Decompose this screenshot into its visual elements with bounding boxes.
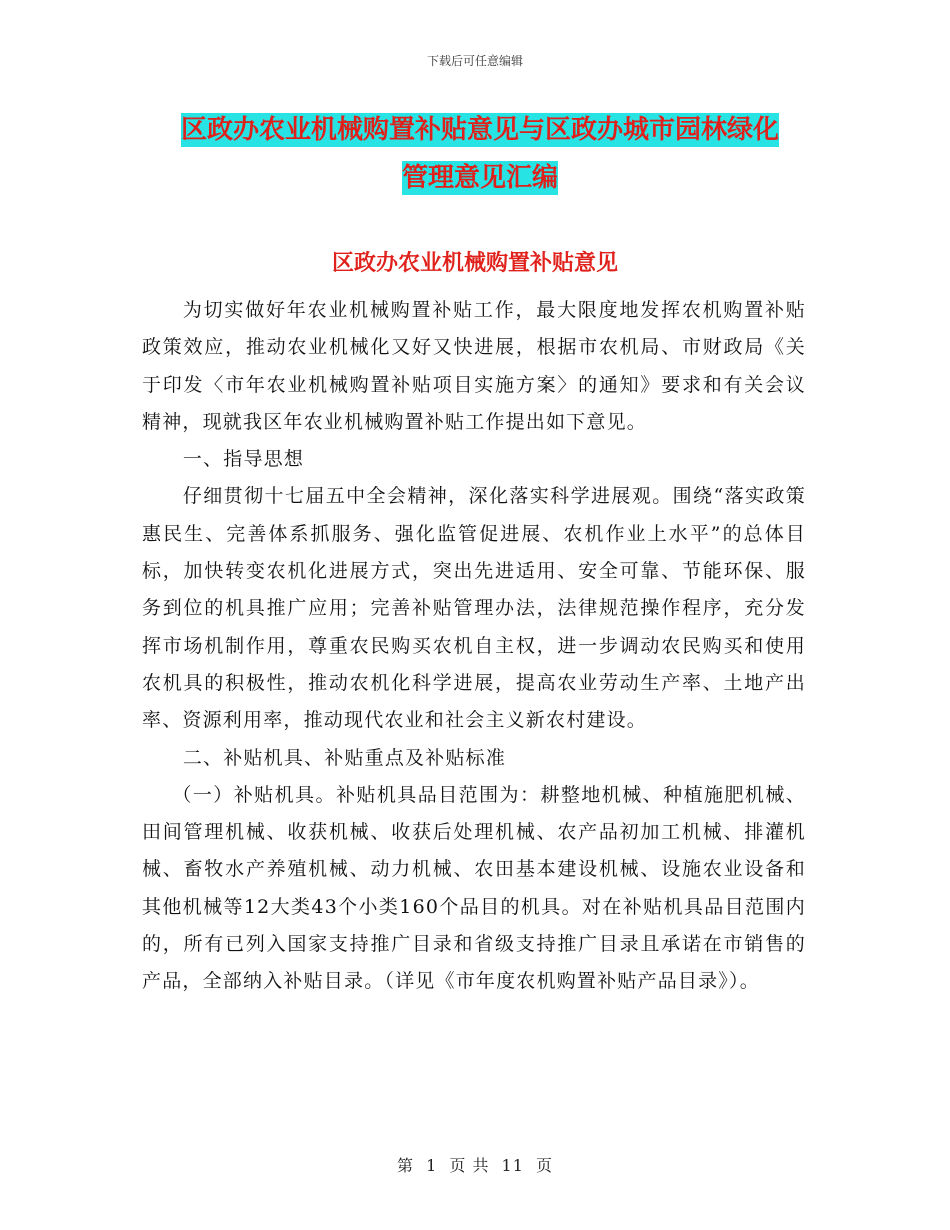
document-body (142, 292, 806, 1001)
header-note: 下载后可任意编辑 (426, 54, 523, 68)
footer-prefix: 第 (396, 1156, 414, 1175)
footer-page-number: 1 (426, 1156, 438, 1175)
footer-suffix: 页 (536, 1156, 554, 1175)
footer-total-pages: 11 (501, 1156, 524, 1175)
heading-subsidy-machinery: 二、补贴机具、补贴重点及补贴标准 (182, 746, 507, 769)
footer-mid: 页 共 (449, 1156, 490, 1175)
document-title-line-1: 区政办农业机械购置补贴意见与区政办城市园林绿化 (180, 115, 779, 145)
section-title: 区政办农业机械购置补贴意见 (331, 250, 618, 276)
page-footer (0, 1153, 950, 1176)
document-title (140, 106, 820, 202)
heading-guiding-ideology: 一、指导思想 (182, 448, 305, 471)
paragraph-guiding-ideology: 仔细贯彻十七届五中全会精神，深化落实科学进展观。围绕“落实政策惠民生、完善体系抓服务、强化监管促进展、农机作业上水平”的总体目标，加快转变农机化进展方式，突出先进适用、安全可靠、节能环保、服务到位的机具推广应用；完善补贴管理办法，法律规范操作程序，充分发挥市场机制作用，尊重农民购买农机自主权，进一步调动农民购买和使用农机具的积极性，推动农机化科学进展，提高农业劳动生产率、土地产出率、资源利用率，推动现代农业和社会主义新农村建设。 (142, 485, 806, 732)
paragraph-subsidy-machinery: （一）补贴机具。补贴机具品目范围为：耕整地机械、种植施肥机械、田间管理机械、收获机械、收获后处理机械、农产品初加工机械、排灌机械、畜牧水产养殖机械、动力机械、农田基本建设机械、设施农业设备和其他机械等12大类43个小类160个品目的机具。对在补贴机具品目范围内的，所有已列入国家支持推广目录和省级支持推广目录且承诺在市销售的产品，全部纳入补贴目录。（详见《市年度农机购置补贴产品目录》）。 (142, 783, 806, 993)
document-title-line-2: 管理意见汇编 (401, 163, 558, 193)
paragraph-intro: 为切实做好年农业机械购置补贴工作，最大限度地发挥农机购置补贴政策效应，推动农业机械化又好又快进展，根据市农机局、市财政局《关于印发〈市年农业机械购置补贴项目实施方案〉的通知》要求和有关会议精神，现就我区年农业机械购置补贴工作提出如下意见。 (142, 299, 806, 433)
